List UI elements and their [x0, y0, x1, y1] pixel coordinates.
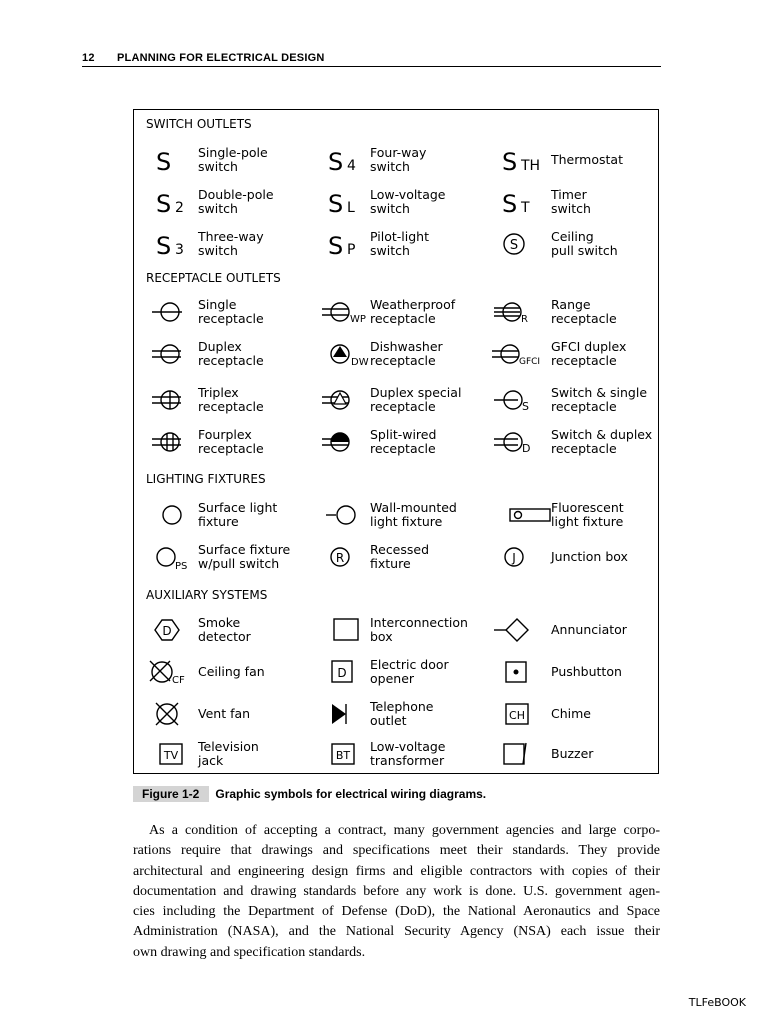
symbol-text: D: [522, 442, 531, 455]
switch-duplex-receptacle-symbol: [492, 428, 552, 458]
timer-switch-symbol: [492, 188, 552, 218]
symbol-label: Dishwasher receptacle: [370, 339, 443, 368]
symbol-text: J: [512, 551, 516, 565]
paragraph-line: As a condition of accepting a contract, many government agencies and large corpo-: [149, 823, 660, 838]
symbol-text: S: [328, 148, 344, 176]
surface-fixture-pull-switch-symbol: [146, 543, 206, 573]
smoke-detector-symbol: [146, 616, 206, 646]
surface-light-symbol: [146, 501, 206, 531]
symbol-label: Three-way switch: [198, 229, 264, 258]
symbol-label: Chime: [551, 706, 591, 721]
symbol-label: Switch & duplex receptacle: [551, 427, 653, 456]
annunciator-symbol: [492, 616, 552, 646]
double-pole-switch-symbol: [146, 188, 206, 218]
symbol-text: WP: [350, 314, 366, 325]
symbol-label: Buzzer: [551, 746, 594, 761]
symbol-label: Pilot-light switch: [370, 229, 429, 258]
symbol-label: Fourplex receptacle: [198, 427, 264, 456]
symbol-label: Surface light fixture: [198, 500, 278, 529]
symbol-text: GFCI: [519, 357, 541, 367]
gfci-duplex-receptacle-symbol: [492, 340, 552, 370]
paragraph-line: architectural and engineering design firms and eligible contractors with copies of their: [133, 863, 660, 879]
wall-mounted-light-symbol: [318, 501, 378, 531]
ceiling-pull-switch-symbol: [492, 230, 552, 260]
symbol-label: Smoke detector: [198, 615, 251, 644]
three-way-switch-symbol: [146, 230, 206, 260]
symbol-text: PS: [175, 561, 188, 572]
fourplex-receptacle-symbol: [146, 428, 206, 458]
telephone-outlet-symbol: [318, 700, 378, 730]
symbol-text: S: [156, 148, 172, 176]
triplex-receptacle-symbol: [146, 386, 206, 416]
buzzer-symbol: [492, 740, 552, 770]
weatherproof-receptacle-symbol: [318, 298, 378, 328]
figure-caption: [133, 786, 659, 802]
symbol-label: Surface fixture w/pull switch: [198, 542, 291, 571]
symbol-label: Electric door opener: [370, 657, 449, 686]
duplex-special-receptacle-symbol: [318, 386, 378, 416]
duplex-receptacle-symbol: [146, 340, 206, 370]
symbol-label: Ceiling fan: [198, 664, 265, 679]
symbol-text: TH: [521, 158, 541, 174]
symbols-figure: [133, 109, 659, 774]
symbol-text: 3: [175, 242, 184, 258]
symbol-label: Thermostat: [551, 152, 623, 167]
symbol-text: D: [162, 624, 172, 638]
symbol-label: Low-voltage switch: [370, 187, 446, 216]
symbol-label: Single receptacle: [198, 297, 264, 326]
interconnection-box-symbol: [318, 616, 378, 646]
junction-box-symbol: [492, 543, 552, 573]
section-title: SWITCH OUTLETS: [146, 117, 252, 131]
symbol-label: Range receptacle: [551, 297, 617, 326]
symbol-label: Annunciator: [551, 622, 627, 637]
footer-watermark: TLFeBOOK: [688, 996, 746, 1009]
symbol-label: Four-way switch: [370, 145, 427, 174]
caption-text: Graphic symbols for electrical wiring diagrams.: [215, 787, 487, 801]
symbol-text: D: [337, 666, 347, 680]
symbol-label: Timer switch: [551, 187, 591, 216]
switch-single-receptacle-symbol: [492, 386, 552, 416]
symbol-text: R: [335, 551, 345, 565]
symbol-label: Fluorescent light fixture: [551, 500, 624, 529]
symbol-label: Duplex receptacle: [198, 339, 264, 368]
symbol-text: S: [156, 190, 172, 218]
paragraph-line: own drawing and specification standards.: [133, 944, 366, 960]
paragraph-line: cies including the Department of Defense (DoD), the National Aeronautics and Space: [133, 904, 660, 920]
symbol-label: Double-pole switch: [198, 187, 274, 216]
page-number: 12: [82, 52, 95, 64]
symbol-label: Interconnection box: [370, 615, 468, 644]
figure-number: Figure 1-2: [133, 786, 209, 802]
vent-fan-symbol: [146, 700, 206, 730]
fluorescent-light-symbol: [492, 501, 552, 531]
paragraph-line: Administration (NASA), and the National Security Agency (NSA) each issue their: [133, 924, 660, 940]
television-jack-symbol: [146, 740, 206, 770]
single-receptacle-symbol: [146, 298, 206, 328]
symbol-text: S: [522, 400, 529, 413]
dishwasher-receptacle-symbol: [318, 340, 378, 370]
symbol-text: BT: [335, 749, 351, 762]
symbol-label: Recessed fixture: [370, 542, 430, 571]
section-title: RECEPTACLE OUTLETS: [146, 271, 281, 285]
symbol-label: Split-wired receptacle: [370, 427, 437, 456]
four-way-switch-symbol: [318, 146, 378, 176]
symbol-text: P: [347, 242, 356, 258]
symbol-text: S: [502, 190, 518, 218]
symbol-label: Wall-mounted light fixture: [370, 500, 457, 529]
symbol-label: Low-voltage transformer: [370, 739, 446, 768]
section-title: AUXILIARY SYSTEMS: [146, 588, 268, 602]
symbol-text: T: [521, 200, 530, 216]
running-header: [82, 52, 661, 67]
single-pole-switch-symbol: [146, 146, 206, 176]
range-receptacle-symbol: [492, 298, 552, 328]
body-paragraph: [133, 821, 660, 963]
paragraph-line: rations require that drawings and specifications meet their standards. They provide: [133, 843, 660, 859]
symbol-label: Junction box: [551, 549, 628, 564]
symbol-label: Switch & single receptacle: [551, 385, 648, 414]
running-title: PLANNING FOR ELECTRICAL DESIGN: [117, 52, 325, 64]
symbol-text: DW: [351, 357, 369, 368]
symbol-text: L: [347, 200, 355, 216]
symbol-text: CF: [172, 675, 185, 686]
section-title: LIGHTING FIXTURES: [146, 472, 266, 486]
symbol-label: GFCI duplex receptacle: [551, 339, 627, 368]
symbol-text: CH: [509, 709, 525, 722]
symbol-label: Pushbutton: [551, 664, 622, 679]
thermostat-symbol: [492, 146, 552, 176]
electric-door-opener-symbol: [318, 658, 378, 688]
recessed-fixture-symbol: [318, 543, 378, 573]
symbol-text: TV: [163, 749, 179, 762]
symbol-text: S: [328, 232, 344, 260]
ceiling-fan-symbol: [146, 658, 206, 688]
symbol-label: Duplex special receptacle: [370, 385, 462, 414]
symbol-label: Ceiling pull switch: [551, 229, 618, 258]
symbol-label: Vent fan: [198, 706, 251, 721]
paragraph-line: documentation and drawing standards before any work is done. U.S. government agen-: [133, 883, 660, 899]
symbol-label: Weatherproof receptacle: [370, 297, 456, 326]
symbol-text: 4: [347, 158, 356, 174]
symbol-text: R: [521, 314, 528, 325]
symbol-text: 2: [175, 200, 184, 216]
low-voltage-switch-symbol: [318, 188, 378, 218]
symbol-label: Single-pole switch: [198, 145, 268, 174]
pushbutton-symbol: [492, 658, 552, 688]
symbol-label: Television jack: [198, 739, 259, 768]
symbol-text: S: [509, 238, 519, 253]
split-wired-receptacle-symbol: [318, 428, 378, 458]
symbol-label: Triplex receptacle: [198, 385, 264, 414]
symbol-text: S: [156, 232, 172, 260]
chime-symbol: [492, 700, 552, 730]
low-voltage-transformer-symbol: [318, 740, 378, 770]
symbol-text: S: [328, 190, 344, 218]
symbol-text: S: [502, 148, 518, 176]
pilot-light-switch-symbol: [318, 230, 378, 260]
symbol-label: Telephone outlet: [370, 699, 434, 728]
